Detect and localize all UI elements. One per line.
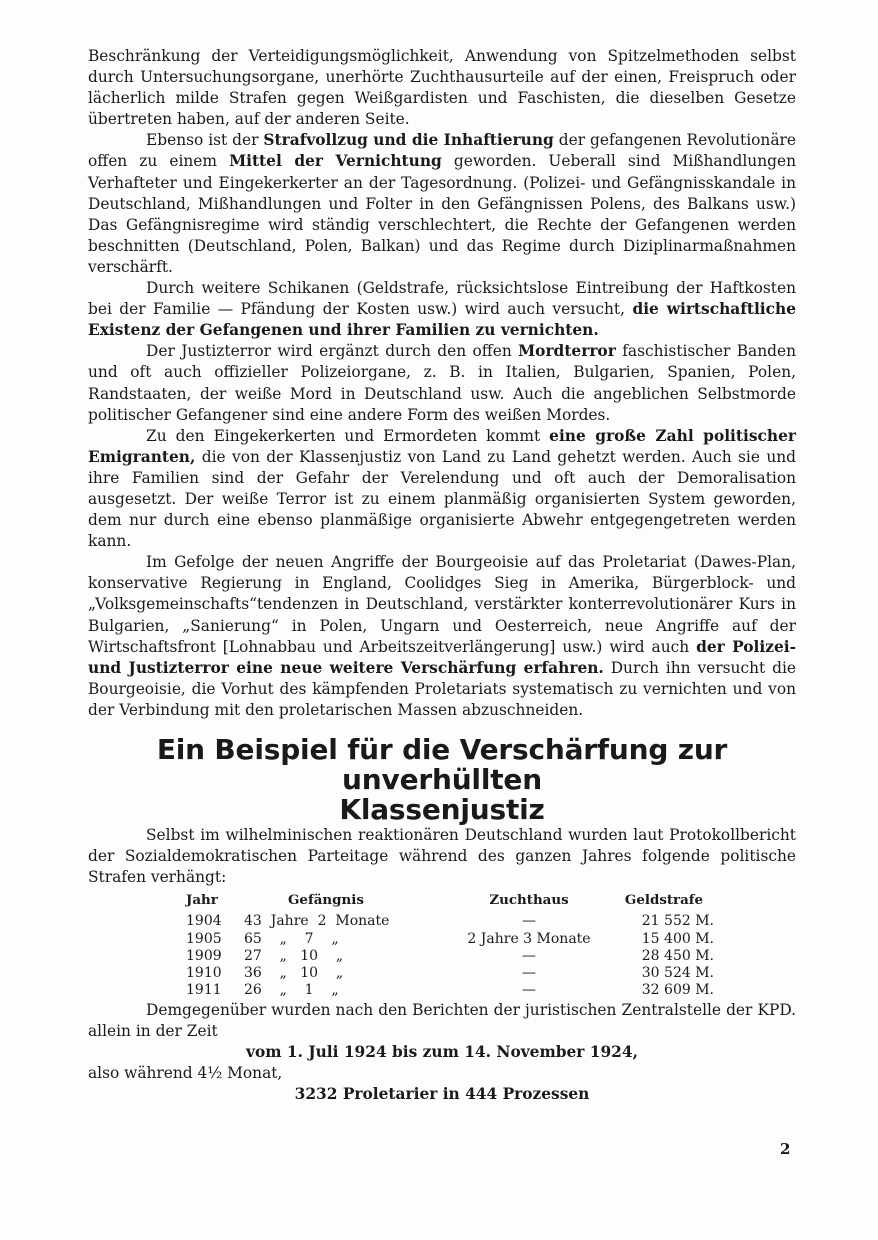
paragraph-6 <box>88 552 796 721</box>
paragraph-5-text-a: Zu den Eingekerkerten und Ermordeten kommt <box>146 426 550 445</box>
cell-penitentiary: — <box>522 947 536 964</box>
paragraph-3 <box>88 278 796 341</box>
cell-fine: 21 552 M. <box>641 913 714 930</box>
cell-year: 1905 <box>186 930 222 947</box>
paragraph-2-text-a: Ebenso ist der <box>146 131 264 150</box>
paragraph-5-bold-a: eine große Zahl politischer Emigranten, <box>88 426 796 466</box>
section-intro-text: Selbst im wilhelminischen reaktionären Deutschland wurden laut Protokollbericht der Sozialdemokratischen Parteitage während des ganzen Jahres folgende politische Strafen verhängt: <box>88 826 796 887</box>
paragraph-2-text-c: geworden. Ueberall sind Mißhandlungen Verhafteter und Eingekerkerter an der Tagesordnung. (Polizei- und Gefängnisskandale in Deutschland, Mißhandlungen und Folter in den Gefängnissen Polens, des Balkans usw.) Das Gefängnisregime wird ständig verschlechtert, die Rechte der Gefangenen werden beschnitten (Deutschland, Polen, Balkan) und das Regime durch Diziplinarmaßnahmen verschärft. <box>88 152 796 276</box>
paragraph-5-text-b: die von der Klassenjustiz von Land zu Land gehetzt werden. Auch sie und ihre Familien sind der Gefahr der Verelendung und oft auch der Demoralisation ausgesetzt. Der weiße Terror ist zu einem planmäßig organisierten System geworden, dem nur durch eine ebenso planmäßige organisierte Abwehr entgegengetreten werden kann. <box>88 447 796 551</box>
cell-prison: 65 „ 7 „ <box>244 930 339 947</box>
cell-penitentiary: — <box>522 982 536 999</box>
paragraph-4-text-a: Der Justizterror wird ergänzt durch den offen <box>146 342 519 361</box>
penalties-table <box>186 892 714 999</box>
date-range: vom 1. Juli 1924 bis zum 14. November 1924, <box>246 1042 638 1061</box>
header-penitentiary: Zuchthaus <box>489 892 569 909</box>
duration-line: also während 4½ Monat, <box>88 1063 283 1082</box>
paragraph-1-text: Beschränkung der Verteidigungsmöglichkeit, Anwendung von Spitzelmethoden selbst durch Untersuchungsorgane, unerhörte Zuchthausurteile auf der einen, Freispruch oder lächerlich milde Strafen gegen Weißgardisten und Faschisten, die dieselben Gesetze übertreten haben, auf der anderen Seite. <box>88 47 796 129</box>
paragraph-6-text-a: Im Gefolge der neuen Angriffe der Bourgeoisie auf das Proletariat (Dawes-Plan, konservative Regierung in England, Coolidges Sieg in Amerika, Bürgerblock- und „Volksgemeinschafts“tendenzen in Deutschland, verstärkter konterrevolutionärer Kurs in Bulgarien, „Sanierung“ in Polen, Ungarn und Oesterreich, neue Angriffe auf der Wirtschaftsfront [Lohnabbau und Arbeitszeitverlängerung] usw.) wird auch <box>88 553 796 656</box>
cell-year: 1904 <box>186 913 222 930</box>
cell-prison: 27 „ 10 „ <box>244 947 344 964</box>
header-prison: Gefängnis <box>288 892 364 909</box>
cell-penitentiary: 2 Jahre 3 Monate <box>467 930 591 947</box>
paragraph-4 <box>88 341 796 425</box>
paragraph-2 <box>88 130 796 278</box>
table-row <box>186 982 714 999</box>
paragraph-1 <box>88 46 796 130</box>
cell-prison: 43 Jahre 2 Monate <box>244 913 390 930</box>
cell-year: 1909 <box>186 947 222 964</box>
page-number: 2 <box>780 1140 791 1158</box>
table-row <box>186 948 714 965</box>
section-heading-line-1: Ein Beispiel für die Verschärfung zur unverhüllten <box>156 733 728 796</box>
paragraph-3-text-a: Durch weitere Schikanen (Geldstrafe, rücksichtslose Eintreibung der Haftkosten bei der Familie — Pfändung der Kosten usw.) wird auch versucht, <box>88 279 796 319</box>
cell-fine: 30 524 M. <box>641 965 714 982</box>
cell-fine: 15 400 M. <box>641 930 714 947</box>
text-column <box>88 46 796 1105</box>
cell-fine: 28 450 M. <box>641 947 714 964</box>
cell-fine: 32 609 M. <box>641 982 714 999</box>
cell-prison: 26 „ 1 „ <box>244 982 339 999</box>
paragraph-6-bold-a: der Polizei- und Justizterror eine neue weitere Verschärfung erfahren. <box>88 637 797 677</box>
cell-year: 1911 <box>186 982 222 999</box>
cell-penitentiary: — <box>522 913 536 930</box>
after-table-sentence: Demgegenüber wurden nach den Berichten der juristischen Zentralstelle der KPD. allein in der Zeit <box>88 1000 796 1040</box>
cell-year: 1910 <box>186 965 222 982</box>
cell-penitentiary: — <box>522 965 536 982</box>
paragraph-2-text-b: der gefangenen Revolutionäre offen zu einem <box>88 131 796 171</box>
cell-prison: 36 „ 10 „ <box>244 965 344 982</box>
paragraph-6-text-b: Durch ihn versucht die Bourgeoisie, die Vorhut des kämpfenden Proletariats systematisch zu vernichten und von der Verbindung mit den proletarischen Massen abzuschneiden. <box>88 658 796 719</box>
table-row <box>186 931 714 948</box>
paragraph-4-text-b: faschistischer Banden und oft auch offizieller Polizeiorgane, z. B. in Italien, Bulgarien, Spanien, Polen, Randstaaten, der weiße Mord in Deutschland usw. Auch die angeblichen Selbstmorde politischer Gefangener sind eine andere Form des weißen Mordes. <box>88 342 796 424</box>
section-intro <box>88 825 796 888</box>
table-header-row <box>186 892 714 913</box>
count-line: 3232 Proletarier in 444 Prozessen <box>294 1084 590 1103</box>
paragraph-5 <box>88 426 796 553</box>
header-year: Jahr <box>186 892 218 909</box>
paragraph-4-bold-a: Mordterror <box>518 342 616 361</box>
section-heading-line-2: Klassenjustiz <box>339 793 545 826</box>
table-row <box>186 913 714 930</box>
paragraph-2-bold-b: Mittel der Vernichtung <box>229 152 442 171</box>
paragraph-3-bold-a: die wirtschaftliche Existenz der Gefangenen und ihrer Familien zu vernichten. <box>88 300 797 340</box>
header-fine: Geldstrafe <box>624 892 704 909</box>
after-table-text <box>88 1000 796 1042</box>
section-heading <box>88 735 796 825</box>
table-row <box>186 965 714 982</box>
paragraph-2-bold-a: Strafvollzug und die Inhaftierung <box>263 131 554 150</box>
